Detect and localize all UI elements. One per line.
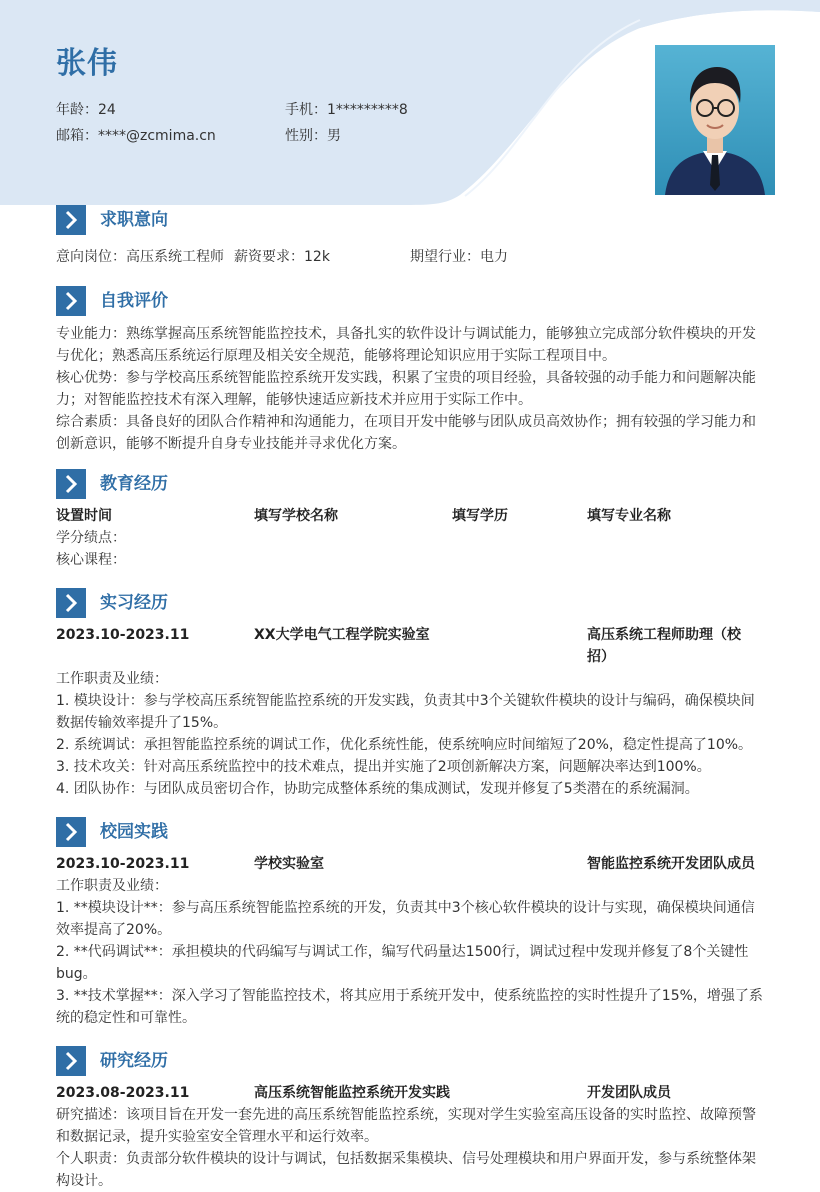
campus-role: 智能监控系统开发团队成员 <box>587 856 755 872</box>
campus-duty-item: 3. **技术掌握**：深入学习了智能监控技术，将其应用于系统开发中，使系统监控的实时性提升了15%，增强了系统的稳定性和可靠性。 <box>56 988 763 1026</box>
intern-duty-label: 工作职责及业绩： <box>56 671 168 687</box>
intern-duty-item: 3. 技术攻关：针对高压系统监控中的技术难点，提出并实施了2项创新解决方案，问题解决率达到100%。 <box>56 759 711 775</box>
intern-role: 高压系统工程师助理（校 招） <box>587 627 741 665</box>
section-internship <box>56 588 766 800</box>
age-field: 年龄：24 <box>56 102 116 118</box>
edu-school: 填写学校名称 <box>254 508 338 524</box>
section-title: 自我评价 <box>100 291 168 311</box>
intern-org: XX大学电气工程学院实验室 <box>254 627 430 643</box>
phone-field: 手机：1*********8 <box>285 102 408 118</box>
profile-photo <box>655 45 775 195</box>
intern-duty-item: 1. 模块设计：参与学校高压系统智能监控系统的开发实践，负责其中3个关键软件模块的设计与编码，确保模块间数据传输效率提升了15%。 <box>56 693 755 731</box>
campus-duty-label: 工作职责及业绩： <box>56 878 168 894</box>
intent-industry: 期望行业：电力 <box>410 249 508 265</box>
campus-duty-item: 1. **模块设计**：参与高压系统智能监控系统的开发，负责其中3个核心软件模块的设计与实现，确保模块间通信效率提高了20%。 <box>56 900 755 938</box>
edu-courses: 核心课程： <box>56 552 126 568</box>
intent-position: 意向岗位：高压系统工程师 <box>56 249 224 265</box>
edu-gpa: 学分绩点： <box>56 530 126 546</box>
self-eval-paragraph: 专业能力：熟练掌握高压系统智能监控技术，具备扎实的软件设计与调试能力，能够独立完成部分软件模块的开发与优化；熟悉高压系统运行原理及相关安全规范，能够将理论知识应用于实际工程项目中。 <box>56 326 756 364</box>
research-project: 高压系统智能监控系统开发实践 <box>254 1085 450 1101</box>
campus-duty-item: 2. **代码调试**：承担模块的代码编写与调试工作，编写代码量达1500行，调试过程中发现并修复了8个关键性bug。 <box>56 944 749 982</box>
intern-duty-item: 2. 系统调试：承担智能监控系统的调试工作，优化系统性能，使系统响应时间缩短了20%，稳定性提高了10%。 <box>56 737 753 753</box>
chevron-right-icon <box>56 1046 86 1076</box>
section-title: 教育经历 <box>100 474 168 494</box>
intern-duty-item: 4. 团队协作：与团队成员密切合作，协助完成整体系统的集成测试，发现并修复了5类潜在的系统漏洞。 <box>56 781 699 797</box>
section-title: 研究经历 <box>100 1051 168 1071</box>
section-education <box>56 469 766 571</box>
chevron-right-icon <box>56 469 86 499</box>
chevron-right-icon <box>56 817 86 847</box>
section-research <box>56 1046 766 1192</box>
campus-org: 学校实验室 <box>254 856 324 872</box>
section-title: 校园实践 <box>100 822 168 842</box>
research-description: 研究描述：该项目旨在开发一套先进的高压系统智能监控系统，实现对学生实验室高压设备的实时监控、故障预警和数据记录，提升实验室安全管理水平和运行效率。 <box>56 1107 756 1145</box>
section-job-intent <box>56 205 766 268</box>
intern-time: 2023.10-2023.11 <box>56 627 190 643</box>
candidate-name: 张伟 <box>56 46 118 81</box>
research-role: 开发团队成员 <box>587 1085 671 1101</box>
research-time: 2023.08-2023.11 <box>56 1085 190 1101</box>
intent-salary: 薪资要求：12k <box>234 249 330 265</box>
chevron-right-icon <box>56 286 86 316</box>
research-duty: 个人职责：负责部分软件模块的设计与调试，包括数据采集模块、信号处理模块和用户界面开发，参与系统整体架构设计。 <box>56 1151 756 1189</box>
edu-time: 设置时间 <box>56 508 112 524</box>
edu-degree: 填写学历 <box>452 508 508 524</box>
edu-major: 填写专业名称 <box>587 508 671 524</box>
self-eval-paragraph: 核心优势：参与学校高压系统智能监控系统开发实践，积累了宝贵的项目经验，具备较强的动手能力和问题解决能力；对智能监控技术有深入理解，能够快速适应新技术并应用于实际工作中。 <box>56 370 756 408</box>
email-field: 邮箱：****@zcmima.cn <box>56 128 216 144</box>
section-self-evaluation <box>56 286 766 455</box>
gender-field: 性别：男 <box>285 128 341 144</box>
section-title: 实习经历 <box>100 593 168 613</box>
chevron-right-icon <box>56 205 86 235</box>
campus-time: 2023.10-2023.11 <box>56 856 190 872</box>
chevron-right-icon <box>56 588 86 618</box>
section-campus-practice <box>56 817 766 1029</box>
section-title: 求职意向 <box>100 210 168 230</box>
self-eval-paragraph: 综合素质：具备良好的团队合作精神和沟通能力，在项目开发中能够与团队成员高效协作；拥有较强的学习能力和创新意识，能够不断提升自身专业技能并寻求优化方案。 <box>56 414 756 452</box>
